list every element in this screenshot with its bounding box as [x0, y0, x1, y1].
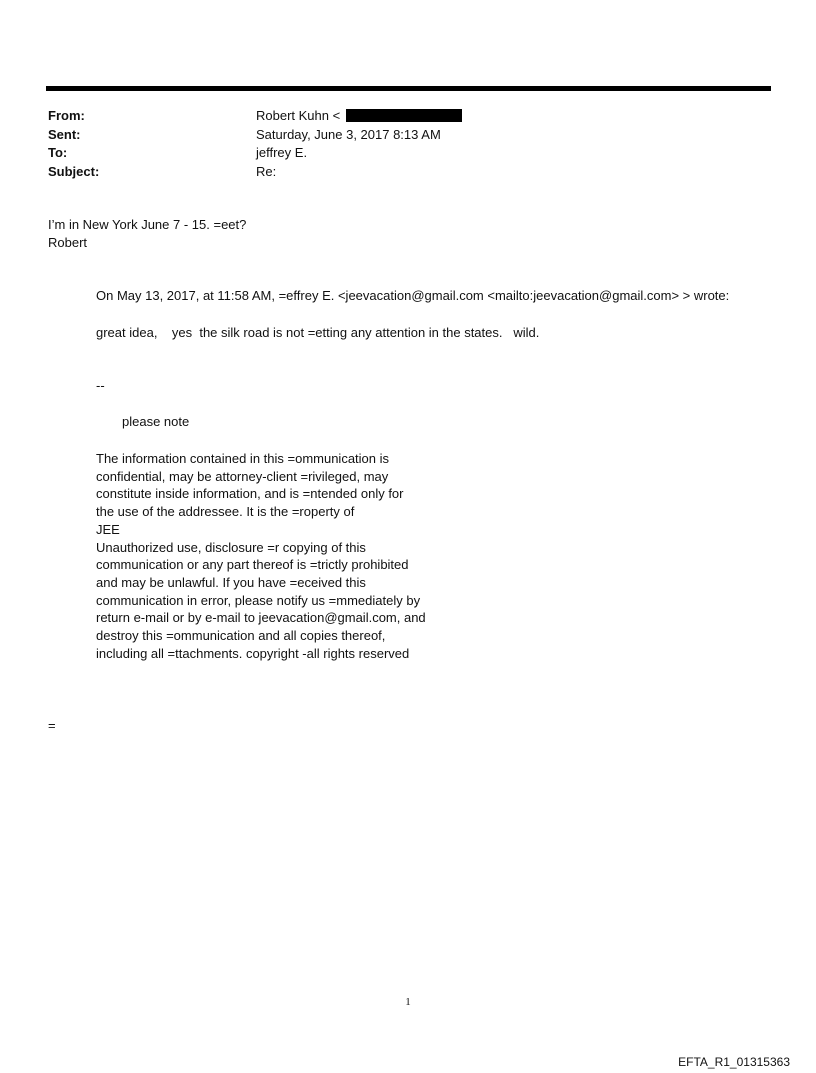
please-note: please note [122, 414, 190, 429]
disclaimer: The information contained in this =ommunication is confidential, may be attorney-client =rivileged, may constitute inside information, and is =ntended only for the use of the addressee. It is the =roperty of JEE Unauthorized use, disclosure =r copying of this communication or any part thereof is =trictly prohibited and may be unlawful. If you have =eceived this communication in error, please notify us =mmediately by return e-mail or by e-mail to jeevacation@gmail.com, and destroy this =ommunication and all copies thereof, including all =ttachments. copyright -all rights reserved [96, 451, 426, 661]
body-line-1: I’m in New York June 7 - 15. =eet? [48, 217, 247, 232]
quote-reply: great idea, yes the silk road is not =etting any attention in the states. wild. [96, 325, 540, 340]
to-row [48, 144, 462, 163]
email-header [48, 107, 462, 181]
header-rule [46, 86, 771, 91]
to-value: jeffrey E. [256, 145, 308, 160]
subject-row [48, 163, 462, 182]
from-row [48, 107, 462, 126]
page-number: 1 [405, 996, 411, 1008]
from-label: From: [48, 108, 85, 123]
to-label: To: [48, 145, 68, 160]
signature: Robert [48, 235, 88, 250]
subject-value: Re: [256, 163, 277, 179]
sent-label: Sent: [48, 126, 81, 142]
signature-separator: -- [96, 378, 105, 393]
sent-row [48, 126, 462, 145]
trailer-mark: = [48, 718, 56, 733]
redaction-bar [346, 109, 462, 122]
subject-label: Subject: [48, 163, 100, 179]
sent-value: Saturday, June 3, 2017 8:13 AM [256, 126, 441, 142]
from-name: Robert Kuhn < [256, 108, 341, 123]
quote-intro: On May 13, 2017, at 11:58 AM, =effrey E. <jeevacation@gmail.com <mailto:jeevacation@gmail.com> > wrote: [96, 288, 730, 303]
document-id: EFTA_R1_01315363 [678, 1055, 790, 1069]
from-value [256, 107, 462, 126]
